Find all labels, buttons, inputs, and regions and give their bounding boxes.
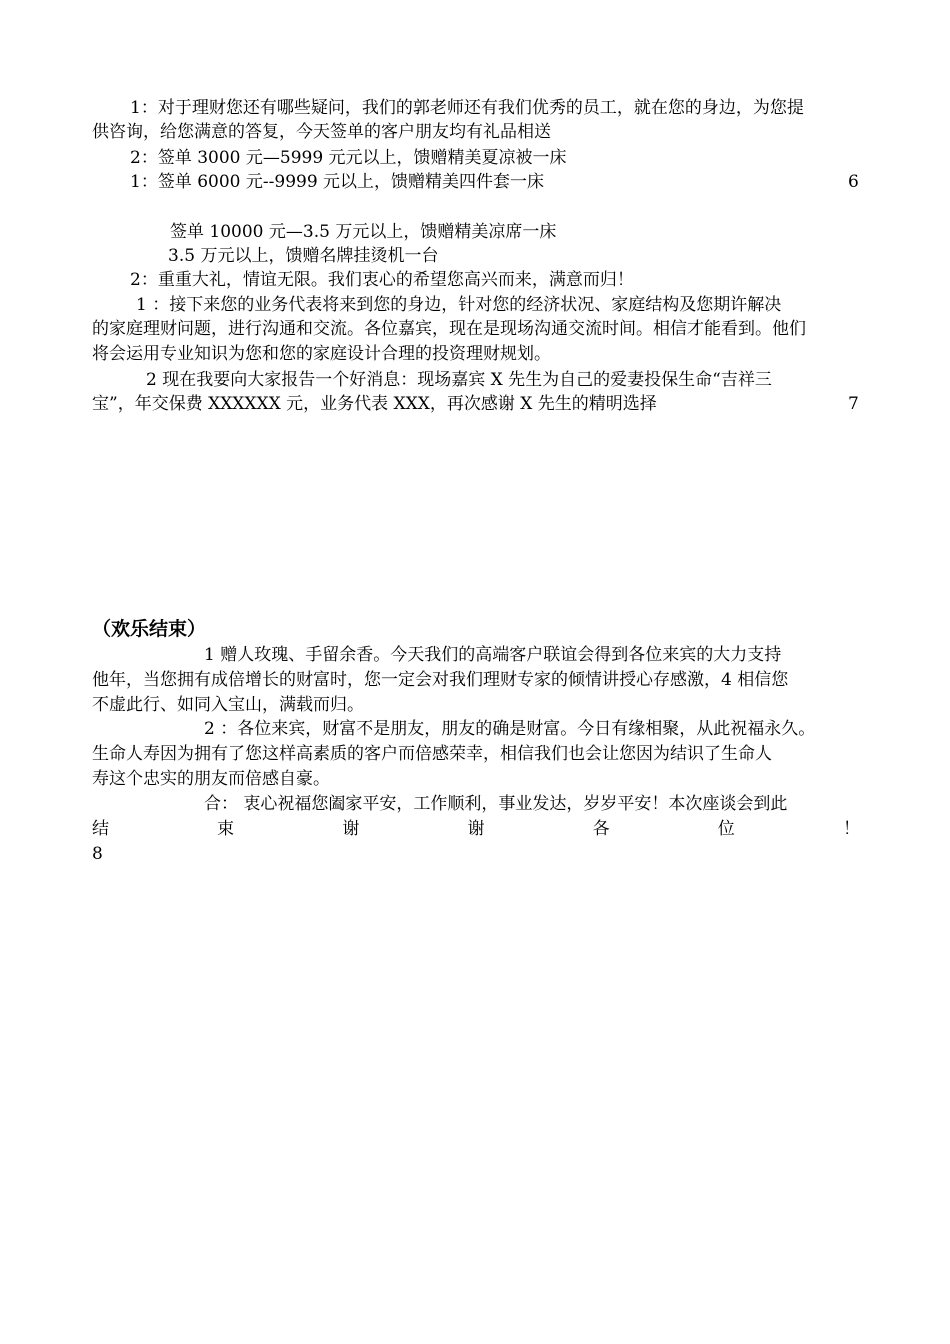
text-line: 1 ：接下来您的业务代表将来到您的身边，针对您的经济状况、家庭结构及您期许解决 bbox=[136, 295, 782, 315]
text-line: 1：签单 6000 元--9999 元以上，馈赠精美四件套一床 bbox=[130, 172, 545, 192]
text-line: 供咨询，给您满意的答复，今天签单的客户朋友均有礼品相送 bbox=[92, 122, 551, 142]
text-line: 1 赠人玫瑰、手留余香。今天我们的高端客户联谊会得到各位来宾的大力支持 bbox=[204, 645, 782, 665]
text-line: 合： 衷心祝福您阖家平安，工作顺利，事业发达，岁岁平安！本次座谈会到此 bbox=[204, 794, 788, 814]
closing-char: ！ bbox=[842, 819, 860, 839]
closing-char: 位 bbox=[717, 819, 735, 839]
page-number: 8 bbox=[92, 844, 103, 864]
text-line: 他年，当您拥有成倍增长的财富时，您一定会对我们理财专家的倾情讲授心存感激，4 相信您 bbox=[92, 670, 789, 690]
closing-char: 各 bbox=[592, 819, 610, 839]
text-line: 的家庭理财问题，进行沟通和交流。各位嘉宾，现在是现场沟通交流时间。相信才能看到。他们 bbox=[92, 319, 806, 339]
closing-char: 结 bbox=[92, 819, 109, 839]
closing-char: 谢 bbox=[342, 819, 360, 839]
page-number: 7 bbox=[848, 394, 859, 414]
text-line: 签单 10000 元—3.5 万元以上，馈赠精美凉席一床 bbox=[170, 222, 557, 242]
text-line: 2：重重大礼，情谊无限。我们衷心的希望您高兴而来，满意而归！ bbox=[130, 270, 634, 290]
text-line: 寿这个忠实的朋友而倍感自豪。 bbox=[92, 769, 330, 789]
section-title: （欢乐结束） bbox=[92, 618, 207, 640]
text-line: 2：签单 3000 元—5999 元元以上，馈赠精美夏凉被一床 bbox=[130, 148, 567, 168]
text-line: 不虚此行、如同入宝山，满载而归。 bbox=[92, 695, 364, 715]
closing-char: 束 bbox=[217, 819, 235, 839]
text-line: 生命人寿因为拥有了您这样高素质的客户而倍感荣幸，相信我们也会让您因为结识了生命人 bbox=[92, 744, 772, 764]
text-line: 2 现在我要向大家报告一个好消息：现场嘉宾 X 先生为自己的爱妻投保生命“吉祥三 bbox=[146, 370, 772, 390]
text-line: 将会运用专业知识为您和您的家庭设计合理的投资理财规划。 bbox=[92, 344, 551, 364]
text-line: 1：对于理财您还有哪些疑问，我们的郭老师还有我们优秀的员工，就在您的身边，为您提 bbox=[130, 98, 804, 118]
text-line: 2 ：各位来宾，财富不是朋友，朋友的确是财富。今日有缘相聚，从此祝福永久。 bbox=[204, 719, 816, 739]
closing-char: 谢 bbox=[467, 819, 485, 839]
page-number: 6 bbox=[848, 172, 859, 192]
closing-line bbox=[92, 817, 860, 841]
text-line: 宝”，年交保费 XXXXXX 元，业务代表 XXX，再次感谢 X 先生的精明选择 bbox=[92, 394, 657, 414]
text-line: 3.5 万元以上，馈赠名牌挂烫机一台 bbox=[168, 246, 439, 266]
